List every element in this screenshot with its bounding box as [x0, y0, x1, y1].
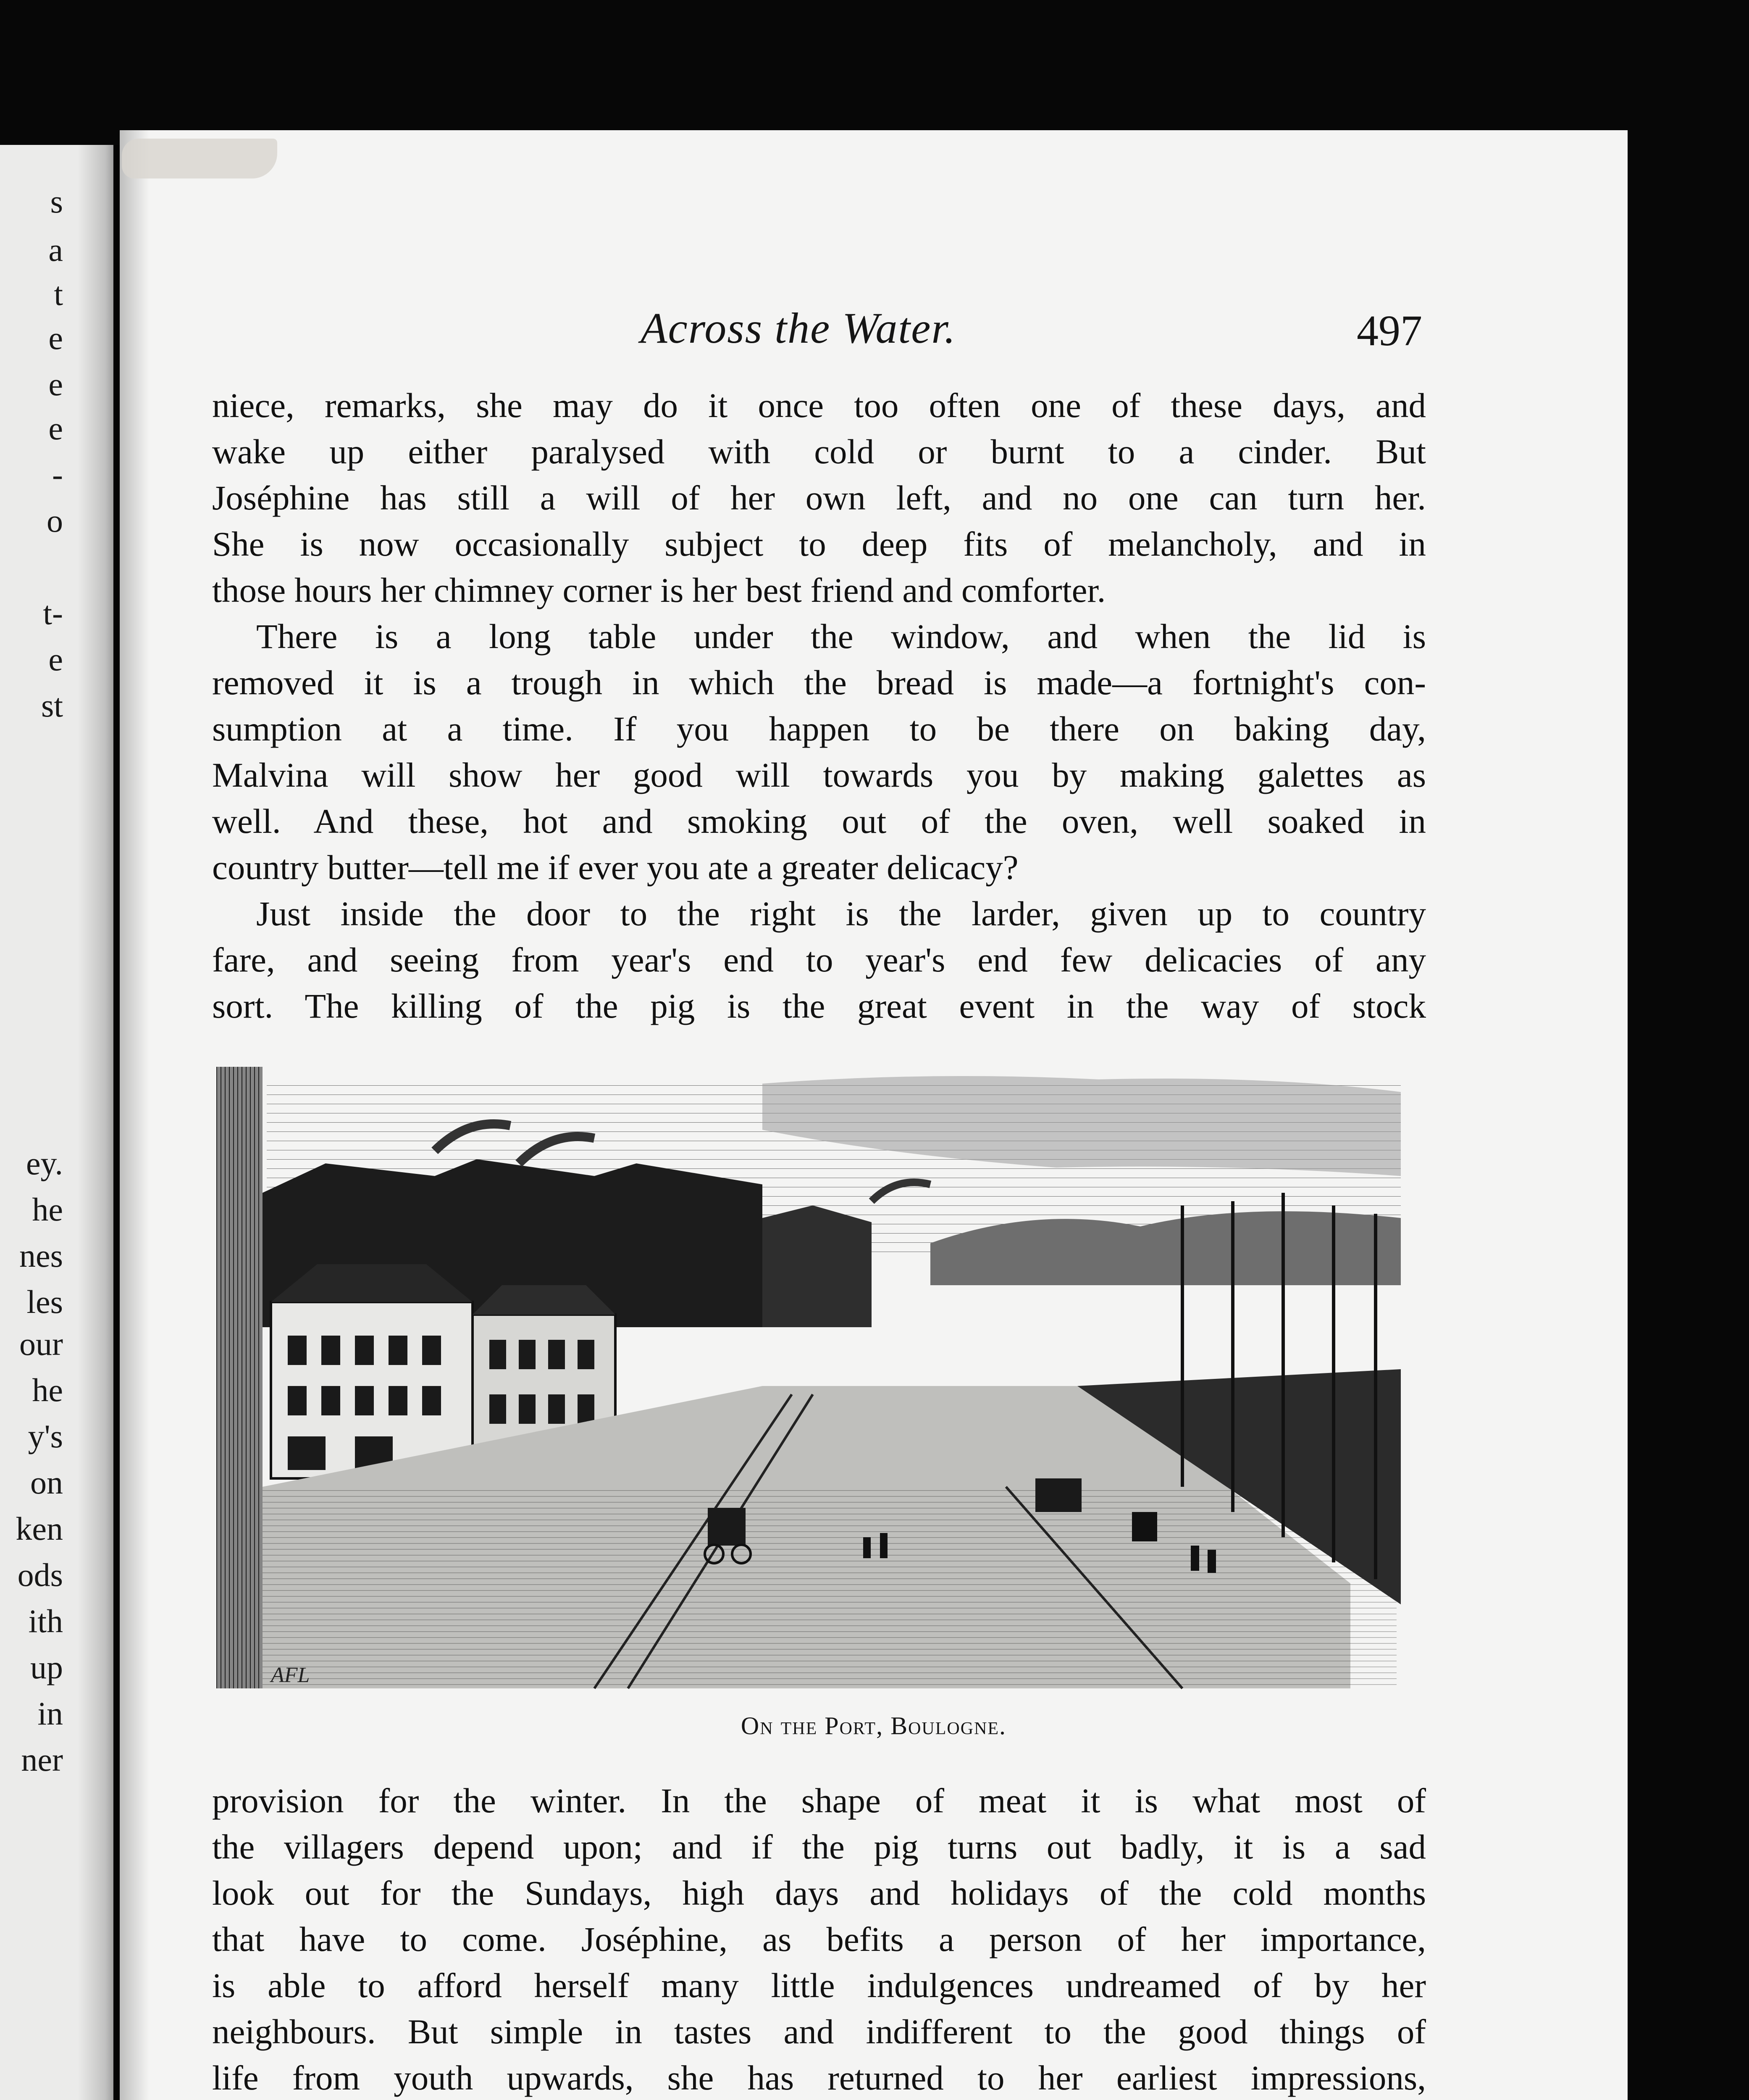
- left-page-fragment-text: t: [54, 276, 63, 312]
- left-page-fragment-text: t-: [43, 595, 63, 631]
- text-line: wake up either paralysed with cold or burnt to a cinder. But: [212, 432, 1426, 471]
- left-page-fragment: [0, 145, 113, 2100]
- left-page-fragment-text: e: [48, 641, 63, 677]
- text-line: country butter—tell me if ever you ate a greater delicacy?: [212, 848, 1019, 887]
- left-page-fragment-text: he: [32, 1372, 63, 1408]
- text-line: the villagers depend upon; and if the pig turns out badly, it is a sad: [212, 1827, 1426, 1866]
- text-line: removed it is a trough in which the bread is made—a fortnight's con-: [212, 663, 1426, 702]
- left-page-fragment-text: up: [30, 1649, 63, 1685]
- left-page-fragment-text: e: [48, 410, 63, 446]
- left-page-fragment-text: our: [19, 1326, 63, 1362]
- text-line: well. And these, hot and smoking out of the oven, well soaked in: [212, 802, 1426, 840]
- left-page-fragment-text: les: [26, 1284, 63, 1320]
- text-line: sort. The killing of the pig is the great event in the way of stock: [212, 987, 1426, 1025]
- text-line: those hours her chimney corner is her best friend and comforter.: [212, 571, 1106, 609]
- engraving-port-boulogne: [216, 1067, 1413, 1693]
- left-page-fragment-text: e: [48, 366, 63, 402]
- text-line: life from youth upwards, she has returned to her earliest impressions,: [212, 2058, 1426, 2097]
- paper-stain: [122, 139, 277, 178]
- running-header: Across the Water.: [641, 304, 956, 352]
- text-line: niece, remarks, she may do it once too often one of these days, and: [212, 386, 1426, 425]
- left-page-fragment-text: on: [30, 1464, 63, 1501]
- illustration-caption: On the Port, Boulogne.: [741, 1712, 1007, 1740]
- left-page-fragment-text: s: [50, 183, 63, 220]
- text-line: Malvina will show her good will towards you by making galettes as: [212, 756, 1426, 794]
- text-line: provision for the winter. In the shape of meat it is what most of: [212, 1781, 1426, 1820]
- left-page-fragment-text: st: [41, 687, 63, 724]
- gutter-shadow: [120, 130, 149, 2100]
- text-line: is able to afford herself many little indulgences undreamed of by her: [212, 1966, 1426, 2005]
- body-text-bottom: [212, 1777, 1426, 2100]
- text-line: that have to come. Joséphine, as befits a person of her importance,: [212, 1920, 1426, 1958]
- text-line: look out for the Sundays, high days and holidays of the cold months: [212, 1874, 1426, 1912]
- left-page-fragment-text: ey.: [26, 1145, 63, 1181]
- book-page: [120, 130, 1628, 2100]
- page-number: 497: [1357, 307, 1422, 355]
- left-page-fragment-text: e: [48, 320, 63, 356]
- left-page-edge-shadow: [78, 145, 124, 2100]
- left-page-fragment-text: he: [32, 1191, 63, 1228]
- text-line: sumption at a time. If you happen to be there on baking day,: [212, 709, 1426, 748]
- left-page-fragment-text: ith: [28, 1603, 63, 1639]
- left-page-fragment-text: ods: [17, 1557, 63, 1593]
- left-page-fragment-text: -: [52, 456, 63, 493]
- text-line: She is now occasionally subject to deep fits of melancholy, and in: [212, 525, 1426, 563]
- left-page-fragment-text: o: [47, 502, 63, 539]
- left-page-fragment-text: a: [48, 231, 63, 268]
- left-page-fragment-text: ner: [21, 1741, 63, 1778]
- text-line: neighbours. But simple in tastes and indifferent to the good things of: [212, 2012, 1426, 2051]
- text-line: Just inside the door to the right is the larder, given up to country: [256, 894, 1426, 933]
- text-line: Joséphine has still a will of her own left, and no one can turn her.: [212, 478, 1426, 517]
- engraver-mark: AFL: [271, 1663, 310, 1687]
- text-line: fare, and seeing from year's end to year's end few delicacies of any: [212, 940, 1426, 979]
- left-page-fragment-text: ken: [16, 1510, 63, 1547]
- left-page-fragment-text: y's: [28, 1418, 63, 1454]
- text-line: There is a long table under the window, and when the lid is: [256, 617, 1426, 656]
- body-text-top: [212, 382, 1426, 1029]
- left-page-fragment-text: nes: [19, 1237, 63, 1274]
- left-page-fragment-text: in: [37, 1695, 63, 1732]
